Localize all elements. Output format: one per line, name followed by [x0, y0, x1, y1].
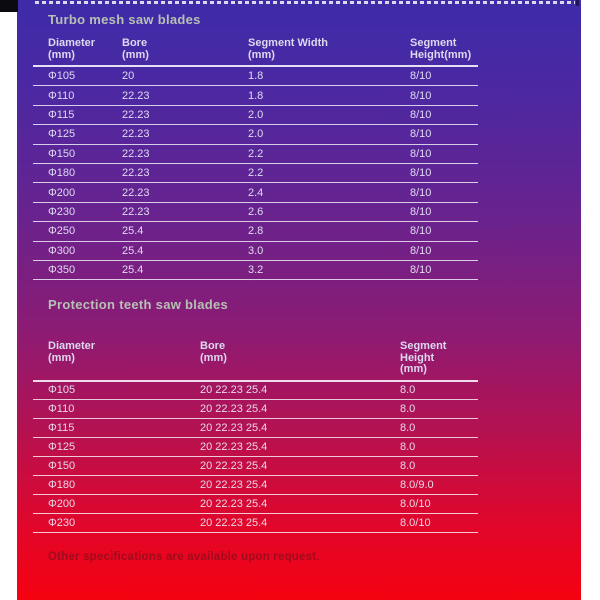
protection-section-title: Protection teeth saw blades: [48, 297, 229, 312]
segment-height-cell: 8.0/10: [400, 494, 478, 513]
diameter-cell: Φ110: [33, 400, 200, 419]
turbo-header-bore: [122, 36, 248, 66]
bore-cell: 20: [122, 66, 248, 86]
segment-width-cell: 2.6: [248, 202, 410, 221]
diameter-cell: Φ300: [33, 241, 122, 260]
header-line2: (mm): [400, 363, 427, 375]
header-line1: Bore: [122, 37, 148, 49]
segment-width-cell: 1.8: [248, 86, 410, 105]
diameter-cell: Φ150: [33, 457, 200, 476]
header-line2: (mm): [48, 48, 75, 61]
bore-cell: 22.23: [122, 125, 248, 144]
turbo-header-segment-width: [248, 36, 410, 66]
table-row: [33, 202, 478, 221]
diameter-cell: Φ230: [33, 513, 200, 532]
bore-cell: 20 22.23 25.4: [200, 494, 400, 513]
table-row: [33, 222, 478, 241]
table-row: [33, 144, 478, 163]
header-line1: Bore: [200, 340, 226, 352]
dashed-border-end-mark: [576, 0, 579, 6]
segment-width-cell: 2.8: [248, 222, 410, 241]
table-row: [33, 163, 478, 182]
header-line1: Segment Height: [400, 340, 447, 364]
header-line1: Segment: [410, 37, 457, 49]
turbo-table: [33, 36, 478, 280]
header-line2: (mm): [48, 351, 75, 364]
table-row: [33, 86, 478, 105]
bore-cell: 22.23: [122, 105, 248, 124]
top-left-corner-notch: [0, 0, 18, 12]
segment-width-cell: 1.8: [248, 66, 410, 86]
bore-cell: 20 22.23 25.4: [200, 513, 400, 532]
table-row: [33, 241, 478, 260]
header-line1: Diameter: [48, 340, 96, 352]
bore-cell: 20 22.23 25.4: [200, 457, 400, 476]
segment-width-cell: 2.0: [248, 125, 410, 144]
bore-cell: 20 22.23 25.4: [200, 419, 400, 438]
protection-table: [33, 339, 478, 533]
footer-note: Other specifications are available upon request.: [48, 551, 320, 563]
segment-width-cell: 2.0: [248, 105, 410, 124]
diameter-cell: Φ150: [33, 144, 122, 163]
table-row: [33, 66, 478, 86]
segment-height-cell: 8/10: [410, 105, 478, 124]
protection-header-diameter: [33, 339, 200, 381]
bore-cell: 22.23: [122, 144, 248, 163]
header-line2: Height(mm): [410, 48, 472, 61]
segment-height-cell: 8.0: [400, 438, 478, 457]
bore-cell: 20 22.23 25.4: [200, 438, 400, 457]
table-row: [33, 125, 478, 144]
turbo-section-title: Turbo mesh saw blades: [48, 12, 201, 27]
diameter-cell: Φ200: [33, 183, 122, 202]
segment-height-cell: 8.0: [400, 381, 478, 400]
segment-width-cell: 3.0: [248, 241, 410, 260]
bore-cell: 22.23: [122, 202, 248, 221]
turbo-header-segment-height: [410, 36, 478, 66]
table-row: [33, 457, 478, 476]
bore-cell: 25.4: [122, 222, 248, 241]
table-row: [33, 494, 478, 513]
bore-cell: 25.4: [122, 241, 248, 260]
header-line1: Segment Width: [248, 37, 328, 49]
segment-height-cell: 8/10: [410, 66, 478, 86]
segment-height-cell: 8.0/10: [400, 513, 478, 532]
diameter-cell: Φ115: [33, 105, 122, 124]
table-row: [33, 475, 478, 494]
header-line2: (mm): [200, 351, 227, 364]
diameter-cell: Φ110: [33, 86, 122, 105]
diameter-cell: Φ350: [33, 260, 122, 279]
table-row: [33, 105, 478, 124]
protection-header-bore: [200, 339, 400, 381]
table-row: [33, 419, 478, 438]
top-dashed-border: [35, 1, 575, 4]
segment-height-cell: 8/10: [410, 241, 478, 260]
table-row: [33, 260, 478, 279]
segment-height-cell: 8/10: [410, 144, 478, 163]
segment-height-cell: 8/10: [410, 125, 478, 144]
segment-height-cell: 8.0: [400, 419, 478, 438]
header-line1: Diameter: [48, 37, 96, 49]
table-row: [33, 513, 478, 532]
protection-header-row: [33, 339, 478, 381]
segment-height-cell: 8/10: [410, 86, 478, 105]
table-row: [33, 381, 478, 400]
bore-cell: 20 22.23 25.4: [200, 475, 400, 494]
diameter-cell: Φ230: [33, 202, 122, 221]
diameter-cell: Φ200: [33, 494, 200, 513]
turbo-header-row: [33, 36, 478, 66]
segment-height-cell: 8/10: [410, 163, 478, 182]
diameter-cell: Φ125: [33, 438, 200, 457]
table-row: [33, 400, 478, 419]
turbo-header-diameter: [33, 36, 122, 66]
diameter-cell: Φ115: [33, 419, 200, 438]
diameter-cell: Φ180: [33, 475, 200, 494]
segment-height-cell: 8.0: [400, 457, 478, 476]
segment-width-cell: 2.2: [248, 163, 410, 182]
bore-cell: 20 22.23 25.4: [200, 400, 400, 419]
segment-height-cell: 8.0: [400, 400, 478, 419]
bore-cell: 22.23: [122, 86, 248, 105]
segment-height-cell: 8/10: [410, 260, 478, 279]
header-line2: (mm): [122, 48, 149, 61]
segment-height-cell: 8/10: [410, 202, 478, 221]
bore-cell: 22.23: [122, 163, 248, 182]
diameter-cell: Φ250: [33, 222, 122, 241]
segment-height-cell: 8/10: [410, 183, 478, 202]
diameter-cell: Φ180: [33, 163, 122, 182]
diameter-cell: Φ105: [33, 381, 200, 400]
header-line2: (mm): [248, 48, 275, 61]
table-row: [33, 183, 478, 202]
protection-header-segment-height: [400, 339, 478, 381]
segment-width-cell: 3.2: [248, 260, 410, 279]
segment-width-cell: 2.2: [248, 144, 410, 163]
segment-height-cell: 8/10: [410, 222, 478, 241]
bore-cell: 20 22.23 25.4: [200, 381, 400, 400]
segment-height-cell: 8.0/9.0: [400, 475, 478, 494]
bore-cell: 25.4: [122, 260, 248, 279]
diameter-cell: Φ125: [33, 125, 122, 144]
segment-width-cell: 2.4: [248, 183, 410, 202]
table-row: [33, 438, 478, 457]
bore-cell: 22.23: [122, 183, 248, 202]
diameter-cell: Φ105: [33, 66, 122, 86]
